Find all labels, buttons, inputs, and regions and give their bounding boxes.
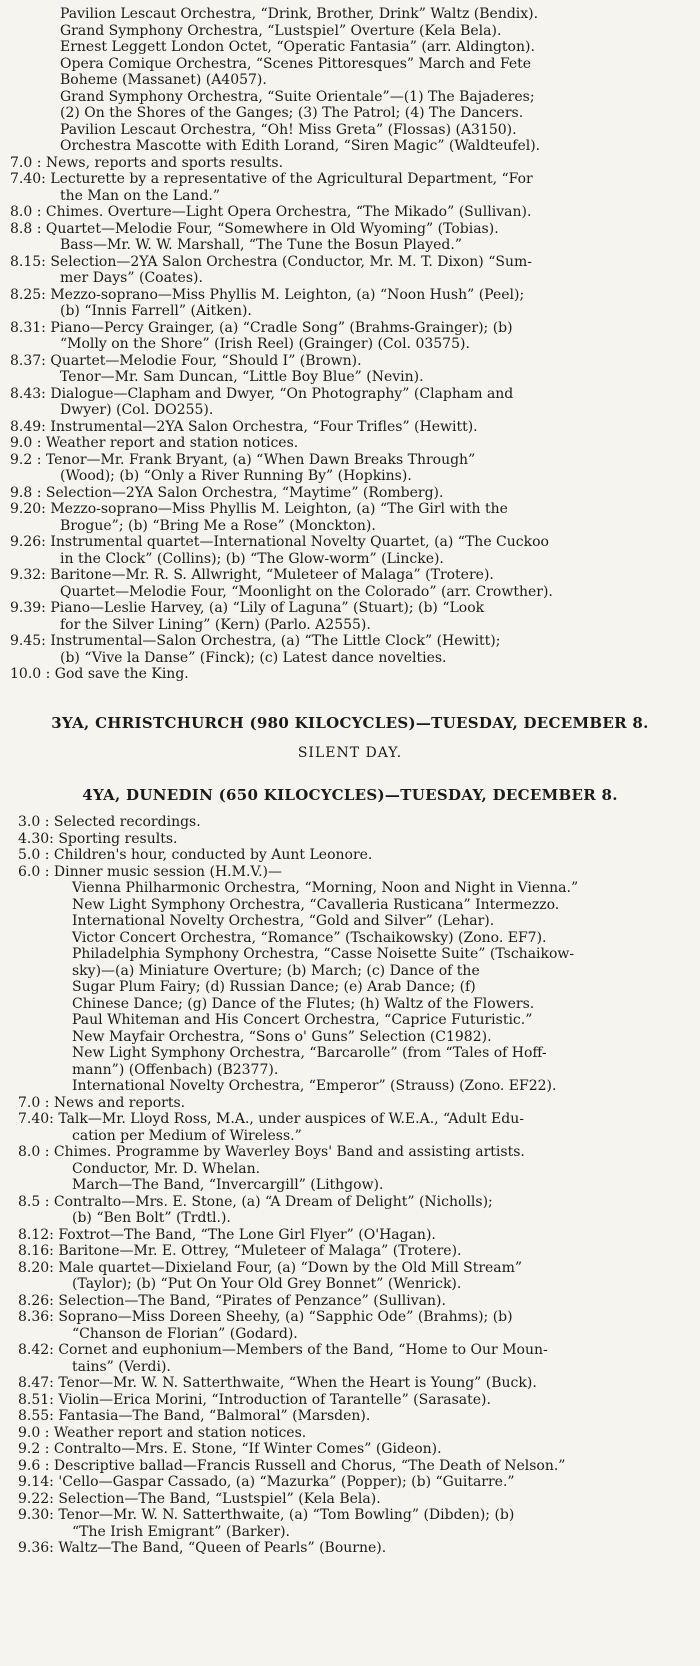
entry-text: 9.0 : Weather report and station notices.	[18, 1424, 307, 1441]
schedule-entry	[0, 204, 700, 221]
entry-line	[0, 204, 700, 221]
entry-continuation-text: mer Days” (Coates).	[60, 270, 203, 286]
entry-line	[0, 1507, 700, 1524]
schedule-entry	[0, 320, 700, 353]
schedule-entry	[0, 1491, 700, 1508]
entry-line	[0, 155, 700, 172]
entry-line	[0, 171, 700, 188]
entry-continuation-text: Vienna Philharmonic Orchestra, “Morning, Noon and Night in Vienna.”	[72, 880, 579, 896]
entry-text: 9.8 : Selection—2YA Salon Orchestra, “Maytime” (Romberg).	[10, 484, 444, 501]
entry-text: 9.22: Selection—The Band, “Lustspiel” (Kela Bela).	[18, 1490, 381, 1507]
entry-text: 8.12: Foxtrot—The Band, “The Lone Girl Flyer” (O'Hagan).	[18, 1226, 436, 1243]
entry-line	[0, 485, 700, 502]
entry-continuation-text: the Man on the Land.”	[60, 187, 221, 204]
schedule-entry	[0, 1194, 700, 1227]
entry-continuation-text: New Light Symphony Orchestra, “Cavalleria Rusticana” Intermezzo.	[72, 896, 560, 913]
entry-continuation	[0, 138, 700, 155]
entry-text: 9.6 : Descriptive ballad—Francis Russell and Chorus, “The Death of Nelson.”	[18, 1457, 566, 1474]
entry-continuation	[0, 89, 700, 106]
schedule-entry	[0, 831, 700, 848]
entry-continuation	[0, 336, 700, 353]
entry-line	[0, 501, 700, 518]
entry-line	[0, 567, 700, 584]
entry-continuation-text: sky)—(a) Miniature Overture; (b) March; (c) Dance of the	[72, 962, 480, 979]
entry-line	[0, 386, 700, 403]
entry-line	[0, 600, 700, 617]
entry-continuation	[0, 402, 700, 419]
entry-continuation	[0, 1359, 700, 1376]
entry-continuation-text: Pavilion Lescaut Orchestra, “Oh! Miss Greta” (Flossas) (A3150).	[60, 121, 517, 138]
schedule-entry	[0, 1425, 700, 1442]
entry-continuation-text: “The Irish Emigrant” (Barker).	[72, 1523, 290, 1540]
entry-text: 8.42: Cornet and euphonium—Members of the Band, “Home to Our Moun-	[18, 1342, 548, 1358]
schedule-entry	[0, 567, 700, 600]
entry-text: 3.0 : Selected recordings.	[18, 814, 201, 830]
heading-3ya: 3YA, CHRISTCHURCH (980 KILOCYCLES)—TUESDAY, DECEMBER 8.	[51, 714, 649, 732]
entry-line	[0, 452, 700, 469]
entry-line	[0, 1375, 700, 1392]
entry-continuation	[0, 1045, 700, 1062]
entry-line	[0, 831, 700, 848]
schedule-entry	[0, 353, 700, 386]
entry-continuation	[0, 122, 700, 139]
schedule-entry	[0, 1095, 700, 1112]
schedule-entry	[0, 1144, 700, 1194]
3ya-section	[0, 712, 700, 764]
entry-continuation-text: International Novelty Orchestra, “Gold and Silver” (Lehar).	[72, 913, 495, 929]
entry-line	[0, 666, 700, 683]
entry-line	[0, 847, 700, 864]
entry-text: 8.36: Soprano—Miss Doreen Sheehy, (a) “Sapphic Ode” (Brahms); (b)	[18, 1309, 513, 1325]
schedule-entry	[0, 814, 700, 831]
entry-text: 9.26: Instrumental quartet—International Novelty Quartet, (a) “The Cuckoo	[10, 534, 549, 550]
entry-text: 8.15: Selection—2YA Salon Orchestra (Conductor, Mr. M. T. Dixon) “Sum-	[10, 253, 532, 270]
entry-continuation-text: in the Clock” (Collins); (b) “The Glow-worm” (Lincke).	[60, 550, 444, 567]
schedule-entry	[0, 864, 700, 1095]
entry-continuation	[0, 1276, 700, 1293]
entry-continuation	[0, 105, 700, 122]
entry-continuation	[0, 72, 700, 89]
entry-continuation-text: (2) On the Shores of the Ganges; (3) The Patrol; (4) The Dancers.	[60, 105, 524, 121]
entry-text: 8.8 : Quartet—Melodie Four, “Somewhere in Old Wyoming” (Tobias).	[10, 220, 499, 237]
entry-continuation-text: (b) “Vive la Danse” (Finck); (c) Latest dance novelties.	[60, 649, 447, 666]
schedule-entry	[0, 847, 700, 864]
entry-line	[0, 254, 700, 271]
schedule-entry	[0, 1243, 700, 1260]
entry-continuation	[0, 1177, 700, 1194]
entry-text: 8.43: Dialogue—Clapham and Dwyer, “On Photography” (Clapham and	[10, 385, 514, 402]
entry-text: 8.47: Tenor—Mr. W. N. Satterthwaite, “When the Heart is Young” (Buck).	[18, 1375, 537, 1391]
entry-continuation-text: Orchestra Mascotte with Edith Lorand, “Siren Magic” (Waldteufel).	[60, 138, 541, 154]
entry-text: 8.26: Selection—The Band, “Pirates of Penzance” (Sullivan).	[18, 1292, 446, 1309]
entry-text: 5.0 : Children's hour, conducted by Aunt Leonore.	[18, 847, 373, 863]
entry-continuation	[0, 930, 700, 947]
entry-text: 8.5 : Contralto—Mrs. E. Stone, (a) “A Dream of Delight” (Nicholls);	[18, 1193, 493, 1210]
entry-continuation	[0, 518, 700, 535]
schedule-entry	[0, 1309, 700, 1342]
entry-line	[0, 419, 700, 436]
entry-line	[0, 1392, 700, 1409]
schedule-entry	[0, 1392, 700, 1409]
schedule-entry	[0, 501, 700, 534]
schedule-entry	[0, 1458, 700, 1475]
entry-line	[0, 1408, 700, 1425]
entry-text: 9.36: Waltz—The Band, “Queen of Pearls” (Bourne).	[18, 1540, 387, 1556]
entry-text: 7.0 : News and reports.	[18, 1094, 186, 1111]
entry-continuation	[0, 6, 700, 23]
entry-text: 8.25: Mezzo-soprano—Miss Phyllis M. Leighton, (a) “Noon Hush” (Peel);	[10, 286, 525, 303]
schedule-entry	[0, 1441, 700, 1458]
entry-line	[0, 534, 700, 551]
entry-text: 9.45: Instrumental—Salon Orchestra, (a) “The Little Clock” (Hewitt);	[10, 633, 501, 649]
entry-line	[0, 1309, 700, 1326]
entry-continuation-text: Boheme (Massanet) (A4057).	[60, 72, 267, 88]
entry-text: 7.40: Lecturette by a representative of the Agricultural Department, “For	[10, 171, 533, 187]
entry-line	[0, 1491, 700, 1508]
schedule-entry	[0, 1507, 700, 1540]
schedule-entry	[0, 1540, 700, 1557]
entry-continuation	[0, 913, 700, 930]
schedule-entry	[0, 171, 700, 204]
schedule-entry	[0, 1293, 700, 1310]
entry-line	[0, 287, 700, 304]
entry-text: 9.14: 'Cello—Gaspar Cassado, (a) “Mazurka” (Popper); (b) “Guitarre.”	[18, 1474, 515, 1490]
entry-continuation	[0, 23, 700, 40]
entry-continuation	[0, 237, 700, 254]
entry-line	[0, 864, 700, 881]
entry-continuation-text: Sugar Plum Fairy; (d) Russian Dance; (e) Arab Dance; (f)	[72, 979, 476, 995]
2ya-programme-continued	[0, 6, 700, 683]
schedule-entry	[0, 287, 700, 320]
entry-continuation-text: (Wood); (b) “Only a River Running By” (Hopkins).	[60, 468, 412, 484]
entry-continuation-text: “Molly on the Shore” (Irish Reel) (Grainger) (Col. 03575).	[60, 336, 470, 352]
entry-continuation-text: (b) “Ben Bolt” (Trdtl.).	[72, 1210, 231, 1226]
entry-continuation-text: International Novelty Orchestra, “Emperor” (Strauss) (Zono. EF22).	[72, 1078, 557, 1094]
entry-text: 9.2 : Tenor—Mr. Frank Bryant, (a) “When Dawn Breaks Through”	[10, 451, 476, 468]
schedule-entry	[0, 1375, 700, 1392]
entry-continuation	[0, 1161, 700, 1178]
entry-text: 8.55: Fantasia—The Band, “Balmoral” (Marsden).	[18, 1408, 371, 1424]
entry-continuation-text: Quartet—Melodie Four, “Moonlight on the Colorado” (arr. Crowther).	[60, 583, 553, 600]
entry-text: 7.40: Talk—Mr. Lloyd Ross, M.A., under auspices of W.E.A., “Adult Edu-	[18, 1111, 524, 1127]
entry-line	[0, 353, 700, 370]
entry-text: 10.0 : God save the King.	[10, 666, 189, 682]
entry-line	[0, 1474, 700, 1491]
entry-continuation	[0, 303, 700, 320]
entry-text: 6.0 : Dinner music session (H.M.V.)—	[18, 863, 282, 880]
entry-continuation	[0, 946, 700, 963]
schedule-entry	[0, 452, 700, 485]
entry-text: 8.51: Violin—Erica Morini, “Introduction of Tarantelle” (Sarasate).	[18, 1391, 491, 1408]
entry-line	[0, 435, 700, 452]
entry-continuation-text: Pavilion Lescaut Orchestra, “Drink, Brother, Drink” Waltz (Bendix).	[60, 6, 539, 22]
entry-continuation-text: Tenor—Mr. Sam Duncan, “Little Boy Blue” (Nevin).	[60, 369, 424, 385]
entry-continuation-text: Opera Comique Orchestra, “Scenes Pittoresques” March and Fete	[60, 55, 532, 72]
schedule-entry	[0, 666, 700, 683]
entry-text: 8.0 : Chimes. Programme by Waverley Boys' Band and assisting artists.	[18, 1144, 525, 1160]
schedule-entry	[0, 221, 700, 254]
schedule-entry	[0, 1474, 700, 1491]
entry-continuation-text: Grand Symphony Orchestra, “Suite Orientale”—(1) The Bajaderes;	[60, 88, 535, 105]
entry-text: 9.32: Baritone—Mr. R. S. Allwright, “Muleteer of Malaga” (Trotere).	[10, 567, 494, 583]
entry-continuation-text: (b) “Innis Farrell” (Aitken).	[60, 303, 252, 319]
entry-continuation-text: Grand Symphony Orchestra, “Lustspiel” Overture (Kela Bela).	[60, 22, 502, 39]
entry-continuation	[0, 880, 700, 897]
entry-continuation-text: Ernest Leggett London Octet, “Operatic Fantasia” (arr. Aldington).	[60, 39, 535, 55]
entry-continuation	[0, 468, 700, 485]
entry-continuation-text: Philadelphia Symphony Orchestra, “Casse Noisette Suite” (Tschaikow-	[72, 946, 575, 962]
entry-continuation	[0, 1062, 700, 1079]
entry-continuation-text: “Chanson de Florian” (Godard).	[72, 1325, 298, 1342]
entry-continuation-text: tains” (Verdi).	[72, 1358, 171, 1375]
entry-continuation	[0, 996, 700, 1013]
entry-continuation-text: Victor Concert Orchestra, “Romance” (Tschaikowsky) (Zono. EF7).	[72, 929, 547, 946]
entry-continuation-text: Chinese Dance; (g) Dance of the Flutes; (h) Waltz of the Flowers.	[72, 995, 535, 1012]
entry-continuation	[0, 1029, 700, 1046]
entry-line	[0, 1095, 700, 1112]
entry-continuation	[0, 1078, 700, 1095]
entry-text: 8.37: Quartet—Melodie Four, “Should I” (Brown).	[10, 352, 362, 369]
entry-continuation-text: (Taylor); (b) “Put On Your Old Grey Bonnet” (Wenrick).	[72, 1276, 462, 1292]
schedule-entry	[0, 1227, 700, 1244]
schedule-entry	[0, 600, 700, 633]
entry-continuation-text: for the Silver Lining” (Kern) (Parlo. A2555).	[60, 616, 371, 633]
entry-text: 9.20: Mezzo-soprano—Miss Phyllis M. Leighton, (a) “The Girl with the	[10, 501, 508, 517]
entry-line	[0, 633, 700, 650]
entry-continuation	[0, 650, 700, 667]
schedule-entry	[0, 633, 700, 666]
entry-continuation	[0, 963, 700, 980]
entry-text: 8.31: Piano—Percy Grainger, (a) “Cradle Song” (Brahms-Grainger); (b)	[10, 319, 513, 336]
schedule-entry	[0, 155, 700, 172]
entry-line	[0, 1243, 700, 1260]
entry-line	[0, 1260, 700, 1277]
entry-continuation-text: Bass—Mr. W. W. Marshall, “The Tune the Bosun Played.”	[60, 237, 462, 253]
entry-line	[0, 320, 700, 337]
entry-continuation	[0, 188, 700, 205]
entry-continuation-text: cation per Medium of Wireless.”	[72, 1127, 302, 1144]
entry-continuation	[0, 584, 700, 601]
entry-continuation	[0, 56, 700, 73]
entry-continuation-text: Conductor, Mr. D. Whelan.	[72, 1160, 261, 1177]
entry-text: 8.16: Baritone—Mr. E. Ottrey, “Muleteer of Malaga” (Trotere).	[18, 1243, 462, 1259]
entry-text: 9.39: Piano—Leslie Harvey, (a) “Lily of Laguna” (Stuart); (b) “Look	[10, 600, 485, 616]
entry-line	[0, 1425, 700, 1442]
entry-continuation	[0, 270, 700, 287]
schedule-entry	[0, 386, 700, 419]
entry-line	[0, 814, 700, 831]
entry-text: 9.30: Tenor—Mr. W. N. Satterthwaite, (a) “Tom Bowling” (Dibden); (b)	[18, 1507, 515, 1523]
entry-continuation	[0, 1128, 700, 1145]
entry-continuation-text: mann”) (Offenbach) (B2377).	[72, 1061, 279, 1078]
entry-text: 8.20: Male quartet—Dixieland Four, (a) “Down by the Old Mill Stream”	[18, 1259, 523, 1276]
schedule-entry	[0, 1111, 700, 1144]
entry-continuation	[0, 617, 700, 634]
entry-continuation	[0, 1524, 700, 1541]
entry-text: 7.0 : News, reports and sports results.	[10, 154, 284, 171]
entry-line	[0, 1111, 700, 1128]
entry-line	[0, 1194, 700, 1211]
entry-line	[0, 1441, 700, 1458]
schedule-entry	[0, 485, 700, 502]
entry-line	[0, 1293, 700, 1310]
entry-continuation	[0, 39, 700, 56]
entry-text: 9.0 : Weather report and station notices.	[10, 435, 299, 451]
schedule-entry	[0, 419, 700, 436]
entry-continuation	[0, 897, 700, 914]
entry-line	[0, 1144, 700, 1161]
heading-4ya: 4YA, DUNEDIN (650 KILOCYCLES)—TUESDAY, DECEMBER 8.	[82, 786, 618, 804]
entry-text: 8.0 : Chimes. Overture—Light Opera Orchestra, “The Mikado” (Sullivan).	[10, 204, 532, 220]
entry-continuation-text: New Light Symphony Orchestra, “Barcarolle” (from “Tales of Hoff-	[72, 1045, 547, 1061]
entry-line	[0, 1458, 700, 1475]
entry-line	[0, 1540, 700, 1557]
schedule-entry	[0, 435, 700, 452]
entry-text: 9.2 : Contralto—Mrs. E. Stone, “If Winter Comes” (Gideon).	[18, 1441, 442, 1457]
schedule-entry	[0, 1342, 700, 1375]
entry-text: 8.49: Instrumental—2YA Salon Orchestra, “Four Trifles” (Hewitt).	[10, 418, 478, 435]
entry-continuation	[0, 979, 700, 996]
entry-continuation-text: New Mayfair Orchestra, “Sons o' Guns” Selection (C1982).	[72, 1028, 492, 1045]
entry-continuation	[0, 369, 700, 386]
entry-continuation-text: Dwyer) (Col. DO255).	[60, 402, 214, 418]
schedule-entry	[0, 6, 700, 155]
entry-continuation-text: Paul Whiteman and His Concert Orchestra, “Caprice Futuristic.”	[72, 1012, 533, 1028]
entry-line	[0, 1227, 700, 1244]
silent-day-notice: SILENT DAY.	[297, 745, 403, 761]
schedule-entry	[0, 1260, 700, 1293]
entry-continuation	[0, 1210, 700, 1227]
entry-continuation-text: March—The Band, “Invercargill” (Lithgow).	[72, 1177, 384, 1193]
4ya-heading-wrap	[0, 784, 700, 806]
entry-line	[0, 221, 700, 238]
4ya-programme	[0, 814, 700, 1557]
entry-continuation-text: Brogue”; (b) “Bring Me a Rose” (Monckton).	[60, 517, 376, 534]
entry-continuation	[0, 1012, 700, 1029]
entry-text: 4.30: Sporting results.	[18, 830, 178, 847]
schedule-entry	[0, 534, 700, 567]
entry-continuation	[0, 1326, 700, 1343]
schedule-entry	[0, 1408, 700, 1425]
entry-line	[0, 1342, 700, 1359]
entry-continuation	[0, 551, 700, 568]
schedule-entry	[0, 254, 700, 287]
